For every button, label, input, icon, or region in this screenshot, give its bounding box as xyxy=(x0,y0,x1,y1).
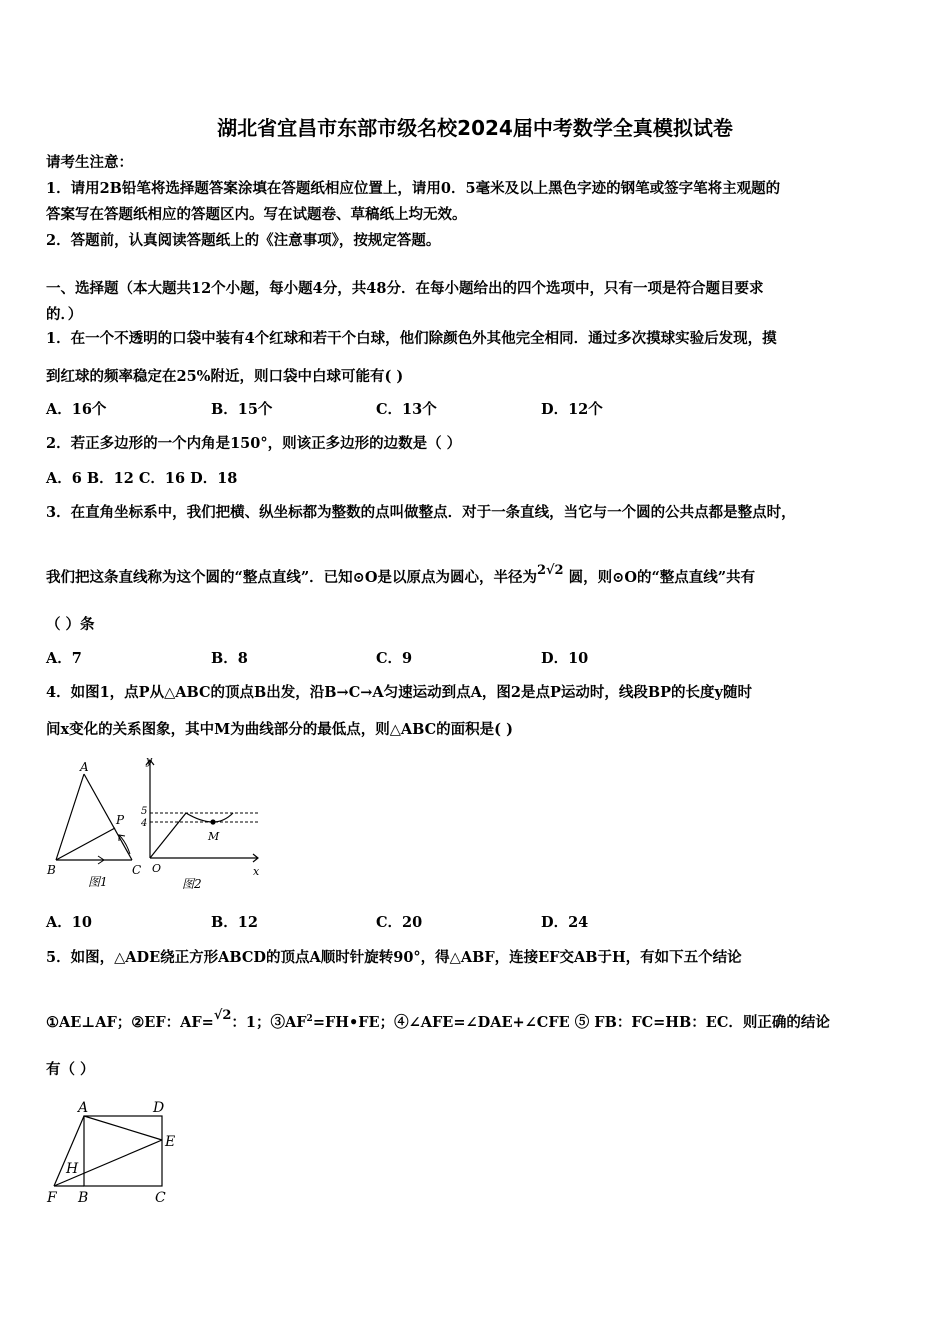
fig5-label-d: D xyxy=(153,1100,165,1116)
fig1-label-a: A xyxy=(80,760,89,774)
q5-stem-line-2a: ①AE⊥AF；②EF：AF= xyxy=(46,1014,214,1031)
q3-radius-coefficient: 2 xyxy=(536,563,547,578)
fig5-label-e: E xyxy=(165,1134,176,1150)
fig1-caption: 图1 xyxy=(88,875,108,889)
q5-stem-line-2c: =FH•FE；④∠AFE=∠DAE+∠CFE ⑤ FB：FC=HB：EC．则正确的结论 xyxy=(312,1014,830,1031)
q4-figure-1 xyxy=(44,758,144,890)
section-heading-line-1: 一、选择题（本大题共12个小题，每小题4分，共48分．在每小题给出的四个选项中，只有一项是符合题目要求 xyxy=(46,280,764,297)
fig1-label-c: C xyxy=(132,863,142,877)
fig2-label-o: O xyxy=(152,862,162,875)
fig2-tick-4: 4 xyxy=(141,818,148,829)
fig2-label-x: x xyxy=(253,865,260,878)
fig2-label-y: y xyxy=(146,754,153,767)
fig5-label-f: F xyxy=(47,1190,57,1206)
fig2-caption: 图2 xyxy=(182,877,202,891)
q4-option-a: A．10 xyxy=(46,914,92,931)
fig1-label-p: P xyxy=(116,813,125,827)
q5-sqrt2: √2 xyxy=(213,1008,232,1023)
fig2-point-m xyxy=(210,819,215,824)
q1-option-a: A．16个 xyxy=(46,401,107,418)
q3-stem-line-2b: 圆，则⊙O的“整点直线”共有 xyxy=(568,569,756,586)
q3-option-d: D．10 xyxy=(541,650,589,667)
fig2-tick-5: 5 xyxy=(141,806,148,817)
q3-stem-line-1: 3．在直角坐标系中，我们把横、纵坐标都为整数的点叫做整点．对于一条直线，当它与一个圆的公共点都是整点时， xyxy=(46,504,796,521)
fig5-segment-ae xyxy=(84,1116,162,1140)
section-heading-line-2: 的．） xyxy=(46,306,83,323)
q5-stem-line-1: 5．如图，△ADE绕正方形ABCD的顶点A顺时针旋转90°，得△ABF，连接EF交AB于H，有如下五个结论 xyxy=(46,949,742,966)
q5-stem-line-2 xyxy=(46,1008,830,1032)
q4-option-c: C．20 xyxy=(376,914,423,931)
q3-stem-line-3: （ ）条 xyxy=(46,616,95,633)
q1-stem-line-2: 到红球的频率稳定在25%附近，则口袋中白球可能有( ) xyxy=(46,368,404,385)
notice-heading: 请考生注意： xyxy=(46,154,133,171)
fig5-square-abcd xyxy=(84,1116,162,1186)
q5-superscript-2: 2 xyxy=(306,1014,313,1025)
notice-line-2: 答案写在答题纸相应的答题区内。写在试题卷、草稿纸上均无效。 xyxy=(46,206,467,223)
q1-option-b: B．15个 xyxy=(211,401,273,418)
fig5-label-c: C xyxy=(155,1190,166,1206)
fig1-arrow-ca xyxy=(119,835,130,854)
q4-option-d: D．24 xyxy=(541,914,589,931)
fig2-curve xyxy=(186,813,233,822)
fig2-label-m: M xyxy=(208,830,220,843)
notice-line-3: 2．答题前，认真阅读答题纸上的《注意事项》，按规定答题。 xyxy=(46,232,441,249)
q3-stem-line-2 xyxy=(46,563,755,587)
q4-stem-line-1: 4．如图1，点P从△ABC的顶点B出发，沿B→C→A匀速运动到点A，图2是点P运动时，线段BP的长度y随时 xyxy=(46,684,752,701)
q5-figure xyxy=(42,1092,190,1210)
q4-option-b: B．12 xyxy=(211,914,258,931)
fig2-line-segment xyxy=(150,813,186,858)
q2-stem: 2．若正多边形的一个内角是150°，则该正多边形的边数是（ ） xyxy=(46,435,462,452)
q3-radius-sqrt: √2 xyxy=(546,563,564,578)
q1-stem-line-1: 1．在一个不透明的口袋中装有4个红球和若干个白球，他们除颜色外其他完全相同．通过多次摸球实验后发现，摸 xyxy=(46,330,777,347)
fig5-label-a: A xyxy=(78,1100,89,1116)
q5-stem-line-3: 有（ ） xyxy=(46,1061,95,1078)
q1-option-d: D．12个 xyxy=(541,401,603,418)
fig1-side-ac xyxy=(84,774,132,860)
q1-option-c: C．13个 xyxy=(376,401,437,418)
fig5-label-b: B xyxy=(78,1190,89,1206)
q3-stem-line-2a: 我们把这条直线称为这个圆的“整点直线”．已知⊙O是以原点为圆心，半径为 xyxy=(46,569,537,586)
page-title: 湖北省宜昌市东部市级名校2024届中考数学全真模拟试卷 xyxy=(217,116,733,140)
q4-figure-2 xyxy=(138,754,270,894)
q3-option-a: A．7 xyxy=(46,650,82,667)
q5-stem-line-2b: ：1；③AF xyxy=(231,1014,307,1031)
fig5-label-h: H xyxy=(66,1161,79,1177)
q2-options: A．6 B．12 C．16 D．18 xyxy=(46,470,238,487)
notice-line-1: 1．请用2B铅笔将选择题答案涂填在答题纸相应位置上，请用0．5毫米及以上黑色字迹的钢笔或签字笔将主观题的 xyxy=(46,180,781,197)
q3-option-c: C．9 xyxy=(376,650,413,667)
q3-option-b: B．8 xyxy=(211,650,248,667)
q4-stem-line-2: 间x变化的关系图象，其中M为曲线部分的最低点，则△ABC的面积是( ) xyxy=(46,721,513,738)
fig1-label-b: B xyxy=(47,863,56,877)
